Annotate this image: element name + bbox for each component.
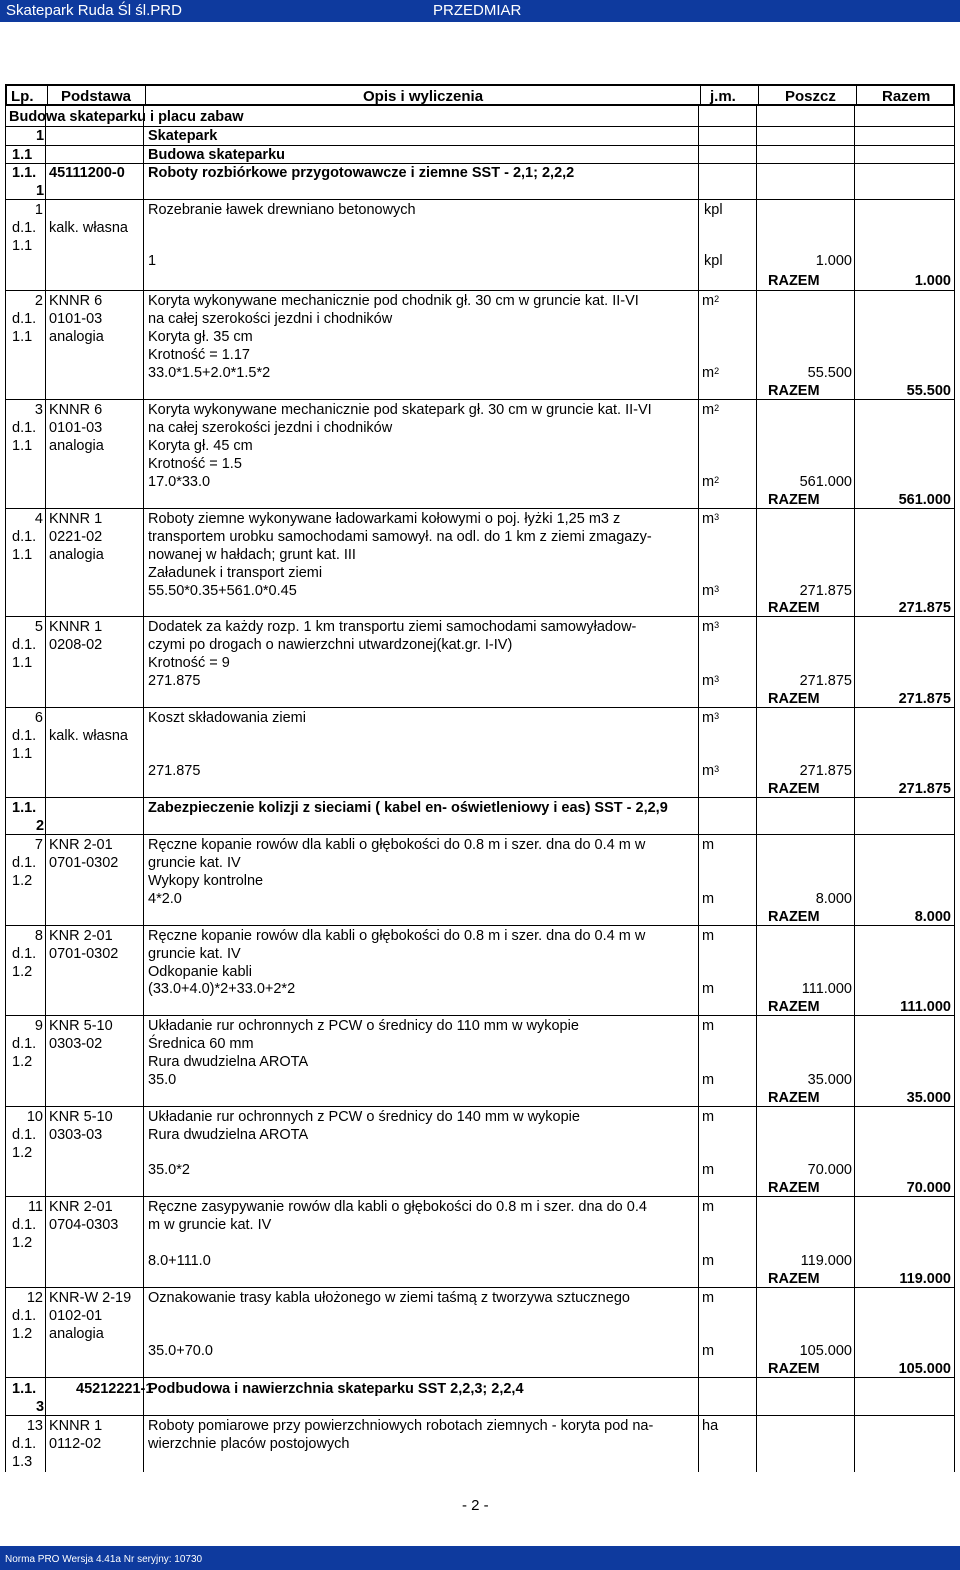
- item-4-description: Roboty ziemne wykonywane ładowarkami kołowymi o poj. łyżki 1,25 m3 z: [148, 511, 621, 527]
- section-1-1-3-code: 45212221-1: [76, 1381, 154, 1397]
- item-10-value: 70.000: [807, 1162, 852, 1178]
- item-7-number: 7: [34, 837, 43, 853]
- item-1-description: Rozebranie ławek drewniano betonowych: [148, 202, 416, 218]
- item-5-total: 271.875: [898, 691, 951, 707]
- item-4-number: 4: [34, 511, 43, 527]
- item-6-description: Koszt składowania ziemi: [148, 710, 306, 726]
- item-2-description: Koryta wykonywane mechanicznie pod chodnik gł. 30 cm w gruncie kat. II-VI: [148, 293, 639, 309]
- item-4-formula: 55.50*0.35+561.0*0.45: [148, 583, 297, 599]
- item-9-formula: 35.0: [148, 1072, 177, 1088]
- item-3-number: 3: [34, 402, 43, 418]
- item-11-description: Ręczne zasypywanie rowów dla kabli o głębokości do 0.8 m i szer. dna do 0.4: [148, 1199, 647, 1215]
- item-1-value: 1.000: [815, 253, 852, 269]
- section-1-1-3-title: Podbudowa i nawierzchnia skateparku SST 2,2,3; 2,2,4: [148, 1381, 524, 1397]
- item-5-number: 5: [34, 619, 43, 635]
- section-1-1-1-number: 1.1.: [12, 165, 37, 181]
- footer-text: Norma PRO Wersja 4.41a Nr seryjny: 10730: [5, 1554, 203, 1565]
- section-1-1-1-code: 45111200-0: [49, 165, 125, 181]
- title-bar: [0, 0, 960, 22]
- section-main: Budowa skateparku i placu zabaw: [9, 109, 244, 125]
- item-1-total: 1.000: [914, 273, 951, 289]
- item-4-total: 271.875: [898, 600, 951, 616]
- item-6-formula: 271.875: [148, 763, 201, 779]
- item-6-total: 271.875: [898, 781, 951, 797]
- item-6-value: 271.875: [799, 763, 852, 779]
- item-11-value: 119.000: [800, 1253, 852, 1269]
- item-8-total: 111.000: [900, 999, 951, 1015]
- section-1-1-number: 1.1: [12, 147, 33, 163]
- item-1-basis: kalk. własna: [49, 220, 128, 236]
- item-3-description: Koryta wykonywane mechanicznie pod skatepark gł. 30 cm w gruncie kat. II-VI: [148, 402, 652, 418]
- table-header: [5, 84, 955, 106]
- item-7-value: 8.000: [815, 891, 852, 907]
- item-11-number: 11: [27, 1199, 43, 1215]
- item-5-formula: 271.875: [148, 673, 201, 689]
- item-10-description: Układanie rur ochronnych z PCW o średnicy do 140 mm w wykopie: [148, 1109, 580, 1125]
- item-10-formula: 35.0*2: [148, 1162, 190, 1178]
- header-opis: Opis i wyliczenia: [363, 88, 484, 105]
- item-3-value: 561.000: [799, 474, 852, 490]
- item-8-description: Ręczne kopanie rowów dla kabli o głębokości do 0.8 m i szer. dna do 0.4 m w: [148, 928, 646, 944]
- item-10-number: 10: [26, 1109, 43, 1125]
- item-13-number: 13: [26, 1418, 43, 1434]
- section-1-1-2-number: 1.1.: [12, 800, 37, 816]
- document-title: PRZEDMIAR: [433, 2, 522, 19]
- item-7-formula: 4*2.0: [148, 891, 182, 907]
- header-jm: j.m.: [710, 88, 736, 105]
- item-7-description: Ręczne kopanie rowów dla kabli o głębokości do 0.8 m i szer. dna do 0.4 m w: [148, 837, 646, 853]
- section-1-1-3-number: 1.1.: [12, 1381, 37, 1397]
- header-razem: Razem: [882, 88, 931, 105]
- header-podstawa: Podstawa: [61, 88, 132, 105]
- item-2-total: 55.500: [906, 383, 951, 399]
- item-9-total: 35.000: [906, 1090, 951, 1106]
- item-2-formula: 33.0*1.5+2.0*1.5*2: [148, 365, 271, 381]
- item-9-description: Układanie rur ochronnych z PCW o średnicy do 110 mm w wykopie: [148, 1018, 579, 1034]
- file-title: Skatepark Ruda Śl śl.PRD: [6, 2, 182, 19]
- section-1-number: 1: [36, 128, 45, 144]
- item-11-total: 119.000: [899, 1271, 951, 1287]
- item-13-description: Roboty pomiarowe przy powierzchniowych robotach ziemnych - koryta pod na-: [148, 1418, 654, 1434]
- item-2-value: 55.500: [807, 365, 852, 381]
- item-5-description: Dodatek za każdy rozp. 1 km transportu ziemi samochodami samowyładow-: [148, 619, 637, 635]
- section-1-1-1-title: Roboty rozbiórkowe przygotowawcze i ziemne SST - 2,1; 2,2,2: [148, 165, 575, 181]
- item-9-value: 35.000: [807, 1072, 852, 1088]
- item-4-value: 271.875: [799, 583, 852, 599]
- item-12-total: 105.000: [898, 1361, 951, 1377]
- item-9-number: 9: [34, 1018, 43, 1034]
- item-8-number: 8: [34, 928, 43, 944]
- item-2-number: 2: [34, 293, 43, 309]
- item-6-number: 6: [34, 710, 43, 726]
- section-1-1-2-title: Zabezpieczenie kolizji z sieciami ( kabel en- oświetleniowy i eas) SST - 2,2,9: [148, 800, 668, 816]
- header-poszcz: Poszcz: [785, 88, 836, 105]
- footer-bar: [0, 1546, 960, 1570]
- item-8-value: 111.000: [801, 981, 852, 997]
- item-12-value: 105.000: [799, 1343, 852, 1359]
- section-1-1-title: Budowa skateparku: [148, 147, 285, 163]
- item-1-formula: 1: [148, 253, 157, 269]
- item-11-formula: 8.0+111.0: [148, 1253, 211, 1269]
- item-5-value: 271.875: [799, 673, 852, 689]
- section-1-title: Skatepark: [148, 128, 218, 144]
- item-12-description: Oznakowanie trasy kabla ułożonego w ziemi taśmą z tworzywa sztucznego: [148, 1290, 630, 1306]
- page-number: - 2 -: [462, 1497, 489, 1514]
- item-3-formula: 17.0*33.0: [148, 474, 211, 490]
- item-8-formula: (33.0+4.0)*2+33.0+2*2: [148, 981, 296, 997]
- item-7-total: 8.000: [914, 909, 951, 925]
- item-10-total: 70.000: [906, 1180, 951, 1196]
- item-12-formula: 35.0+70.0: [148, 1343, 213, 1359]
- item-1-number: 1: [34, 202, 43, 218]
- header-lp: Lp.: [11, 88, 34, 105]
- item-12-number: 12: [26, 1290, 43, 1306]
- item-3-total: 561.000: [898, 492, 951, 508]
